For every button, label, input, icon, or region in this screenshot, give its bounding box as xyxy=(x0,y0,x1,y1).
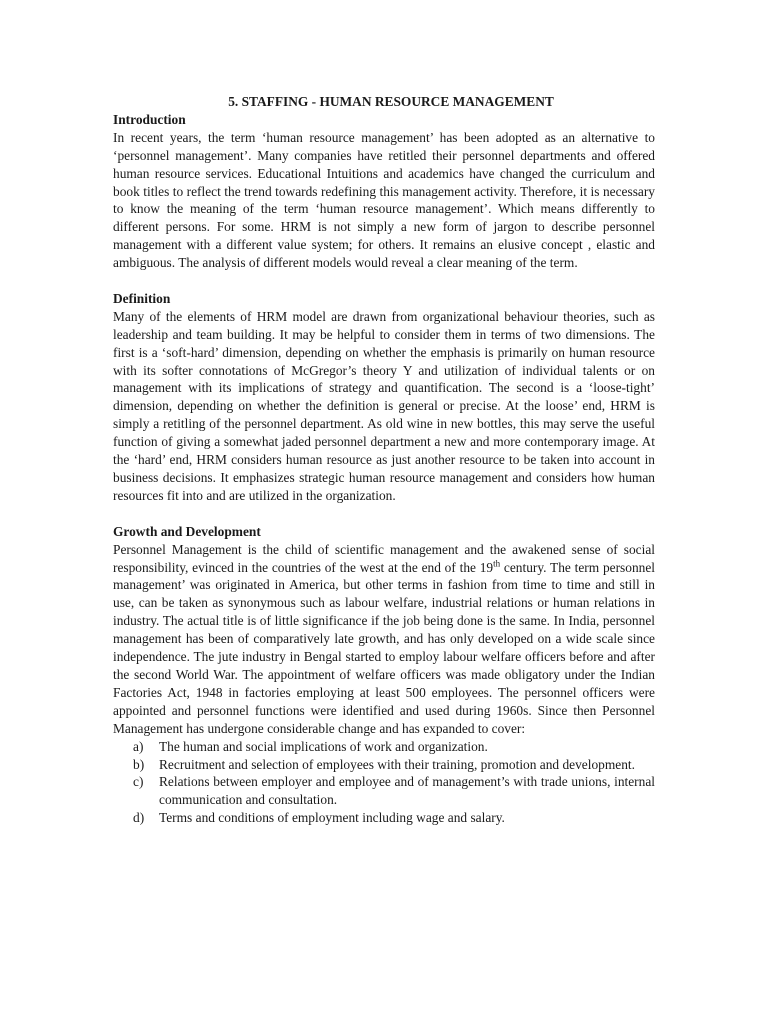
introduction-heading: Introduction xyxy=(113,111,186,127)
section-spacer xyxy=(113,272,655,290)
list-item-text: Relations between employer and employee and of management’s with trade unions, internal communication and consultation. xyxy=(159,774,655,808)
list-item xyxy=(113,738,655,756)
list-item xyxy=(113,773,655,809)
document-title: 5. STAFFING - HUMAN RESOURCE MANAGEMENT xyxy=(228,94,554,109)
growth-heading: Growth and Development xyxy=(113,523,261,539)
list-marker: b) xyxy=(133,756,145,772)
growth-text-part-1: Personnel Management is the child of scientific management and the awakened sense of social responsibility, evinced in the countries of the west at the end of the 19 xyxy=(113,541,655,575)
list-marker: c) xyxy=(133,774,144,790)
list-marker: a) xyxy=(133,738,144,754)
list-item xyxy=(113,809,655,827)
growth-paragraph xyxy=(113,541,655,738)
superscript-th: th xyxy=(493,558,501,569)
coverage-list xyxy=(113,738,655,828)
list-item-text: The human and social implications of work and organization. xyxy=(159,738,488,754)
introduction-paragraph: In recent years, the term ‘human resource management’ has been adopted as an alternative to ‘personnel management’. Many companies have retitled their personnel departments and offered human resource services. Educational Intuitions and academics have changed the curriculum and book titles to reflect the trend towards redefining this management activity. Therefore, it is necessary to know the meaning of the term ‘human resource management’. Which means differently to different persons. For some. HRM is not simply a new form of jargon to describe personnel management with a different value system; for others. It remains an elusive concept , elastic and ambiguous. The analysis of different models would reveal a clear meaning of the term. xyxy=(113,129,655,271)
list-item-text: Recruitment and selection of employees with their training, promotion and development. xyxy=(159,756,635,772)
definition-heading: Definition xyxy=(113,290,171,306)
list-item xyxy=(113,756,655,774)
definition-paragraph: Many of the elements of HRM model are drawn from organizational behaviour theories, such as leadership and team building. It may be helpful to consider them in terms of two dimensions. The first is a ‘soft-hard’ dimension, depending on whether the emphasis is primarily on human resource with its softer connotations of McGregor’s theory Y and utilization of individual talents or on management with its implications of strategy and quantification. The second is a ‘loose-tight’ dimension, depending on whether the definition is general or precise. At the loose’ end, HRM is simply a retitling of the personnel department. As old wine in new bottles, this may serve the useful function of giving a somewhat jaded personnel department a new and more contemporary image. At the ‘hard’ end, HRM considers human resource as just another resource to be taken into account in business decisions. It emphasizes strategic human resource management and considers how human resources fit into and are utilized in the organization. xyxy=(113,308,655,503)
list-marker: d) xyxy=(133,810,145,826)
section-spacer xyxy=(113,505,655,523)
document-page xyxy=(113,93,655,827)
list-item-text: Terms and conditions of employment including wage and salary. xyxy=(159,810,505,826)
growth-text-part-2: century. The term personnel management’ was originated in America, but other terms in fashion from time to time and still in use, can be taken as synonymous such as labour welfare, industrial relations or human relations in industry. The actual title is of little significance if the job being done is the same. In India, personnel management has been of comparatively late growth, and has only developed on a wide scale since independence. The jute industry in Bengal started to employ labour welfare officers before and after the second World War. The appointment of welfare officers was made obligatory under the Indian Factories Act, 1948 in factories employing at least 500 employees. The personnel officers were appointed and personnel functions were identified and used during 1960s. Since then Personnel Management has undergone considerable change and has expanded to cover: xyxy=(113,559,655,736)
